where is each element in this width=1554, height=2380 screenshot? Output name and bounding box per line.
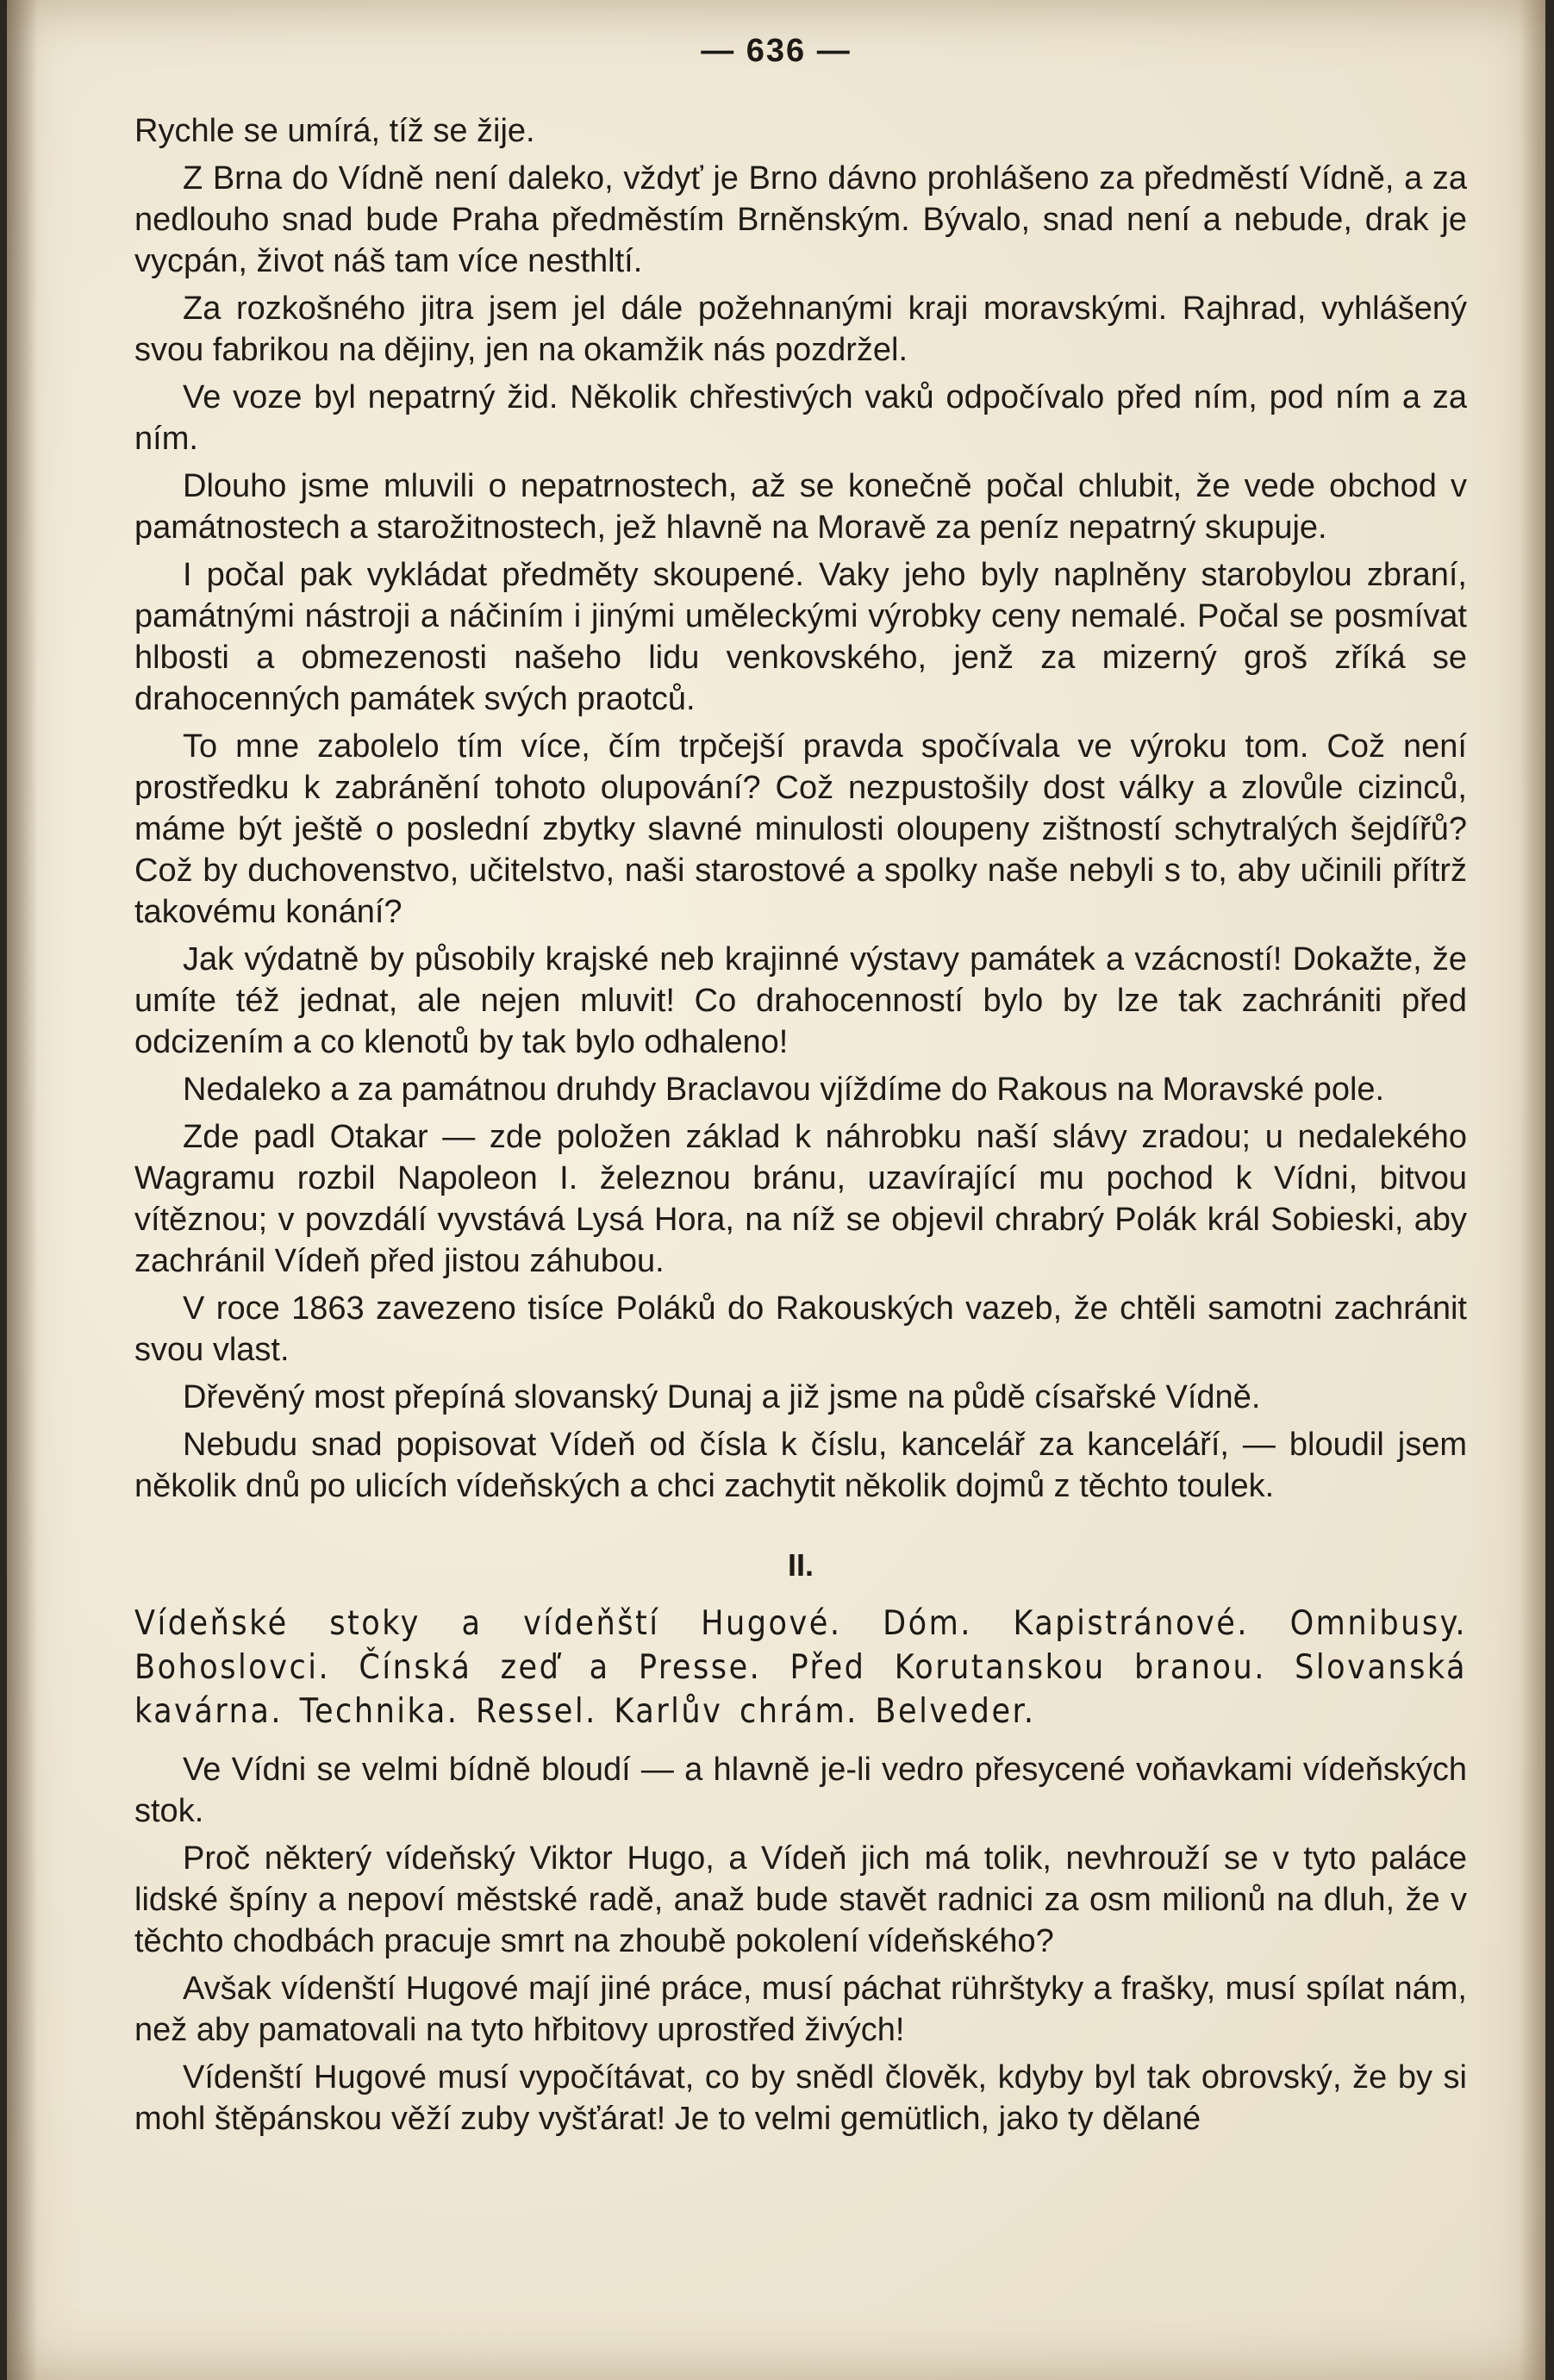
paragraph: Ve Vídni se velmi bídně bloudí — a hlavně je-li vedro přesycené voňavkami vídeňských stok. — [134, 1752, 1467, 1829]
paragraph: Dřevěný most přepíná slovanský Dunaj a již jsme na půdě císařské Vídně. — [183, 1379, 1261, 1415]
paragraph: To mne zabolelo tím více, čím trpčejší pravda spočívala ve výroku tom. Což není prostředku k zabránění tohoto olupování? Což nezpustošily dost války a zlovůle cizinců, máme být ještě o poslední zbytky slavné minulosti oloupeny zištností schytralých šejdířů? Což by duchovenstvo, učitelstvo, naši starostové a spolky naše nebyli s to, aby učinili přítrž takovému konání? — [134, 728, 1467, 930]
paragraph: Nedaleko a za památnou druhdy Braclavou vjíždíme do Rakous na Moravské pole. — [183, 1071, 1385, 1108]
paragraph: Dlouho jsme mluvili o nepatrnostech, až se konečně počal chlubit, že vede obchod v památnostech a starožitnostech, jež hlavně na Moravě za peníz nepatrný skupuje. — [134, 468, 1467, 546]
paragraph: Z Brna do Vídně není daleko, vždyť je Brno dávno prohlášeno za předměstí Vídně, a za nedlouho snad bude Praha předměstím Brněnským. Bývalo, snad není a nebude, drak je vycpán, život náš tam více nesthltí. — [134, 160, 1467, 279]
paragraph: Proč některý vídeňský Viktor Hugo, a Vídeň jich má tolik, nevhrouží se v tyto paláce lidské špíny a nepoví městské radě, anaž bude stavět radnici za osm milionů na dluh, že v těchto chodbách pracuje smrt na zhoubě pokolení vídeňského? — [134, 1840, 1467, 1959]
paragraph: Za rozkošného jitra jsem jel dále požehnanými kraji moravskými. Rajhrad, vyhlášený svou fabrikou na dějiny, jen na okamžik nás pozdržel. — [134, 290, 1467, 368]
scanned-page — [7, 0, 1545, 2380]
section-number: II. — [787, 1547, 814, 1583]
paragraph: Zde padl Otakar — zde položen základ k náhrobku naší slávy zradou; u nedalekého Wagramu rozbil Napoleon I. železnou bránu, uzavírající mu pochod k Vídni, bitvou vítěznou; v povzdálí vyvstává Lysá Hora, na níž se objevil chrabrý Polák král Sobieski, aby zachránil Vídeň před jistou záhubou. — [134, 1119, 1467, 1279]
paragraph: Ve voze byl nepatrný žid. Několik chřestivých vaků odpočívalo před ním, pod ním a za ním. — [134, 379, 1467, 457]
paragraph: Jak výdatně by působily krajské neb krajinné výstavy památek a vzácností! Dokažte, že umíte též jednat, ale nejen mluvit! Co drahocenností bylo by lze tak zachrániti před odcizením a co klenotů by tak bylo odhaleno! — [134, 941, 1467, 1060]
paragraph: I počal pak vykládat předměty skoupené. Vaky jeho byly naplněny starobylou zbraní, památnými nástroji a náčiním i jinými uměleckými výrobky ceny nemalé. Počal se posmívat hlbosti a obmezenosti našeho lidu venkovského, jenž za mizerný groš zříká se drahocenných památek svých praotců. — [134, 557, 1467, 717]
paragraph: Avšak vídenští Hugové mají jiné práce, musí páchat rührštyky a frašky, musí spílat nám, než aby pamatovali na tyto hřbitovy uprostřed živých! — [134, 1971, 1467, 2048]
paragraph: Vídenští Hugové musí vypočítávat, co by snědl člověk, kdyby byl tak obrovský, že by si mohl štěpánskou věží zuby vyšťárat! Je to velmi gemütlich, jako ty dělané — [134, 2059, 1467, 2137]
paragraph: V roce 1863 zavezeno tisíce Poláků do Rakouských vazeb, že chtěli samotni zachránit svou vlast. — [134, 1290, 1467, 1368]
section-summary: Vídeňské stoky a vídeňští Hugové. Dóm. Kapistránové. Omnibusy. Bohoslovci. Čínská zeď a Presse. Před Korutanskou branou. Slovanská kavárna. Technika. Ressel. Karlův chrám. Belveder. — [134, 1604, 1467, 1731]
paragraph: Rychle se umírá, tíž se žije. — [134, 113, 535, 149]
page-number: — 636 — — [701, 33, 852, 69]
paragraph: Nebudu snad popisovat Vídeň od čísla k číslu, kancelář za kanceláří, — bloudil jsem několik dnů po ulicích vídeňských a chci zachytit několik dojmů z těchto toulek. — [134, 1427, 1467, 1504]
page-body — [134, 110, 1467, 2146]
